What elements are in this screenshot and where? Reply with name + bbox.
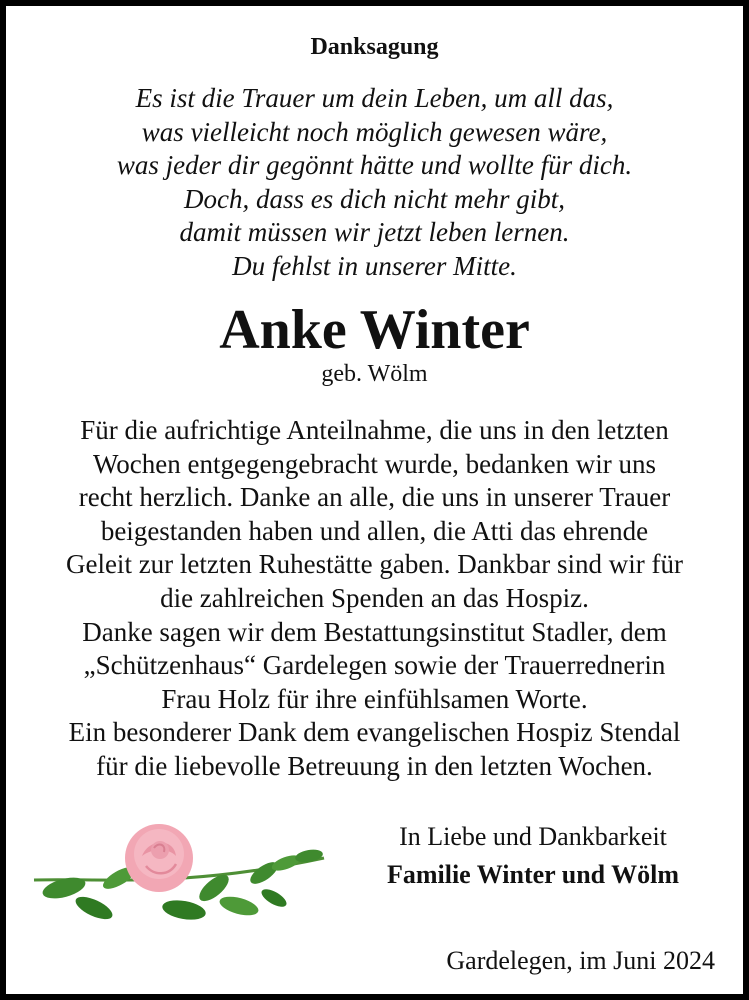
poem-line: was vielleicht noch möglich gewesen wäre, <box>141 116 608 147</box>
thanks-line: „Schützenhaus“ Gardelegen sowie der Trauerrednerin <box>83 650 666 681</box>
thanks-line: Ein besonderer Dank dem evangelischen Hospiz Stendal <box>68 717 681 748</box>
thanks-line: Für die aufrichtige Anteilnahme, die uns in den letzten <box>80 415 669 445</box>
rose-with-leaves-icon <box>24 818 344 938</box>
notice-frame <box>6 6 743 994</box>
family-signature: Familie Winter und Wölm <box>386 860 680 889</box>
thanks-line: recht herzlich. Danke an alle, die uns in unserer Trauer <box>78 482 671 513</box>
poem <box>6 82 743 283</box>
thanks-text <box>6 414 743 784</box>
poem-line: Es ist die Trauer um dein Leben, um all das, <box>135 83 614 113</box>
closing-block <box>368 818 698 894</box>
place-date: Gardelegen, im Juni 2024 <box>446 946 715 975</box>
thanks-line: Wochen entgegengebracht wurde, bedanken wir uns <box>92 448 657 479</box>
thanks-line: Danke sagen wir dem Bestattungsinstitut Stadler, dem <box>82 616 667 647</box>
poem-line: Doch, dass es dich nicht mehr gibt, <box>184 183 565 214</box>
thanks-line: Geleit zur letzten Ruhestätte gaben. Dankbar sind wir für <box>65 549 684 580</box>
closing-line: In Liebe und Dankbarkeit <box>399 822 667 851</box>
thanks-line: für die liebevolle Betreuung in den letzten Wochen. <box>96 750 653 781</box>
thanks-line: die zahlreichen Spenden an das Hospiz. <box>160 582 589 613</box>
poem-line: damit müssen wir jetzt leben lernen. <box>179 217 570 247</box>
thanks-line: beigestanden haben und allen, die Atti das ehrende <box>100 515 649 546</box>
poem-line: Du fehlst in unserer Mitte. <box>232 250 517 281</box>
thanks-line: Frau Holz für ihre einfühlsamen Worte. <box>161 683 588 714</box>
poem-line: was jeder dir gegönnt hätte und wollte für dich. <box>116 150 633 180</box>
deceased-name: Anke Winter <box>219 299 530 361</box>
notice-heading: Danksagung <box>310 34 439 60</box>
maiden-name: geb. Wölm <box>321 361 428 387</box>
